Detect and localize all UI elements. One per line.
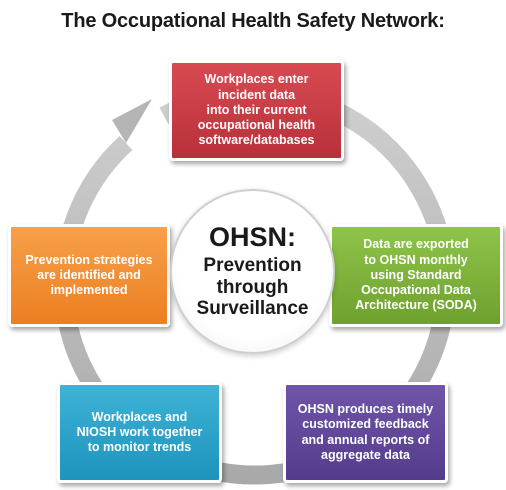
step-prevention-strategies-box (8, 224, 170, 327)
cycle-arrowhead (112, 99, 152, 143)
step-feedback-reports-text: OHSN produces timely customized feedback and annual reports of aggregate data (297, 402, 434, 462)
page-title: The Occupational Health Safety Network: (61, 10, 445, 32)
step-feedback-reports-box (283, 382, 448, 483)
step-monitor-trends-box (57, 382, 222, 483)
center-heading: OHSN: (209, 222, 296, 253)
step-enter-data-box (169, 60, 344, 161)
center-hub (170, 189, 335, 354)
center-subheading: Prevention through Surveillance (196, 255, 309, 320)
step-prevention-strategies-text: Prevention strategies are identified and implemented (25, 252, 153, 298)
step-monitor-trends-text: Workplaces and NIOSH work together to monitor trends (76, 409, 203, 455)
step-export-data-box (329, 224, 503, 327)
step-enter-data-text: Workplaces enter incident data into their current occupational health software/databases (197, 72, 316, 148)
step-export-data-text: Data are exported to OHSN monthly using Standard Occupational Data Architecture (SODA) (355, 237, 477, 313)
